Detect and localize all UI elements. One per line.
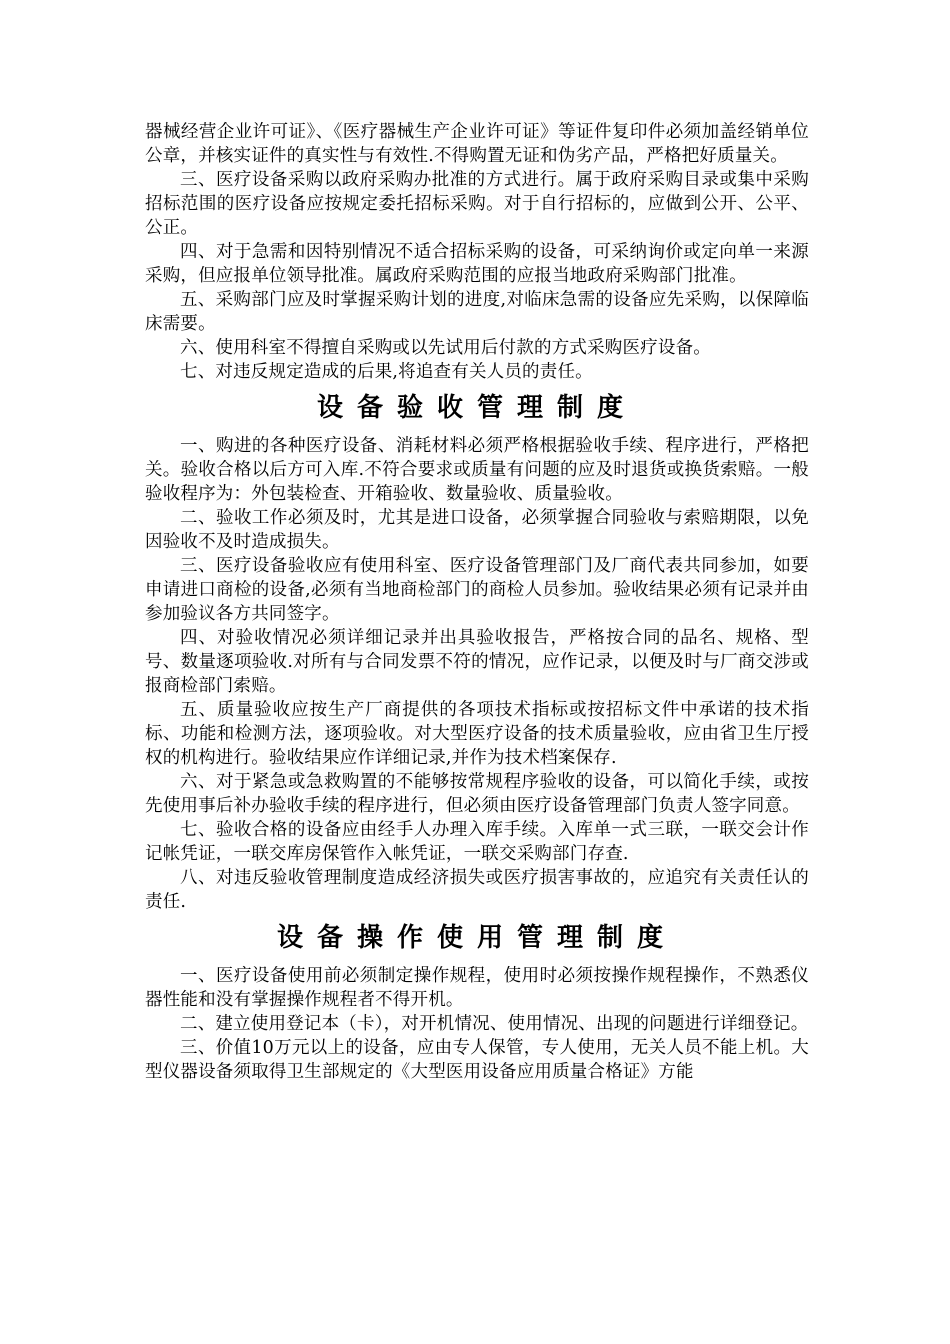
operation-section [145, 918, 809, 1084]
paragraph: 三、医疗设备采购以政府采购办批准的方式进行。属于政府采购目录或集中采购招标范围的医疗设备应按规定委托招标采购。对于自行招标的，应做到公开、公平、公正。 [145, 170, 809, 238]
paragraph: 四、对于急需和因特别情况不适合招标采购的设备，可采纳询价或定向单一来源采购，但应报单位领导批准。属政府采购范围的应报当地政府采购部门批准。 [145, 242, 809, 286]
paragraph: 八、对违反验收管理制度造成经济损失或医疗损害事故的，应追究有关责任认的责任. [145, 868, 809, 912]
paragraph: 四、对验收情况必须详细记录并出具验收报告，严格按合同的品名、规格、型号、数量逐项验收.对所有与合同发票不符的情况，应作记录，以便及时与厂商交涉或报商检部门索赔。 [145, 628, 809, 696]
paragraph: 器械经营企业许可证》、《医疗器械生产企业许可证》等证件复印件必须加盖经销单位公章，并核实证件的真实性与有效性.不得购置无证和伪劣产品，严格把好质量关。 [145, 122, 809, 166]
paragraph: 一、医疗设备使用前必须制定操作规程，使用时必须按操作规程操作，不熟悉仪器性能和没有掌握操作规程者不得开机。 [145, 966, 809, 1010]
paragraph: 二、验收工作必须及时，尤其是进口设备，必须掌握合同验收与索赔期限，以免因验收不及时造成损失。 [145, 508, 809, 552]
paragraph: 六、使用科室不得擅自采购或以先试用后付款的方式采购医疗设备。 [180, 338, 711, 358]
paragraph: 七、对违反规定造成的后果,将追查有关人员的责任。 [180, 362, 593, 382]
paragraph: 五、质量验收应按生产厂商提供的各项技术指标或按招标文件中承诺的技术指标、功能和检测方法，逐项验收。对大型医疗设备的技术质量验收，应由省卫生厅授权的机构进行。验收结果应作详细记录,并作为技术档案保存. [145, 700, 809, 768]
intro-section [145, 120, 809, 384]
section-title: 设备验收管理制度 [316, 393, 637, 423]
paragraph: 二、建立使用登记本（卡），对开机情况、使用情况、出现的问题进行详细登记。 [180, 1014, 809, 1034]
document-body [145, 120, 809, 1084]
paragraph: 七、验收合格的设备应由经手人办理入库手续。入库单一式三联，一联交会计作记帐凭证，一联交库房保管作入帐凭证，一联交采购部门存查. [145, 820, 809, 864]
paragraph: 一、购进的各种医疗设备、消耗材料必须严格根据验收手续、程序进行，严格把关。验收合格以后方可入库.不符合要求或质量有问题的应及时退货或换货索赔。一般验收程序为：外包装检查、开箱验收、数量验收、质量验收。 [145, 436, 809, 504]
paragraph: 五、采购部门应及时掌握采购计划的进度,对临床急需的设备应先采购，以保障临床需要。 [145, 290, 809, 334]
paragraph: 六、对于紧急或急救购置的不能够按常规程序验收的设备，可以简化手续，或按先使用事后补办验收手续的程序进行，但必须由医疗设备管理部门负责人签字同意。 [145, 772, 809, 816]
acceptance-section [145, 388, 809, 914]
section-title: 设备操作使用管理制度 [276, 923, 677, 953]
paragraph: 三、医疗设备验收应有使用科室、医疗设备管理部门及厂商代表共同参加，如要申请进口商检的设备,必须有当地商检部门的商检人员参加。验收结果必须有记录并由参加验议各方共同签字。 [145, 556, 809, 624]
paragraph: 三、价值10万元以上的设备，应由专人保管，专人使用，无关人员不能上机。大型仪器设备须取得卫生部规定的《大型医用设备应用质量合格证》方能 [145, 1038, 809, 1082]
